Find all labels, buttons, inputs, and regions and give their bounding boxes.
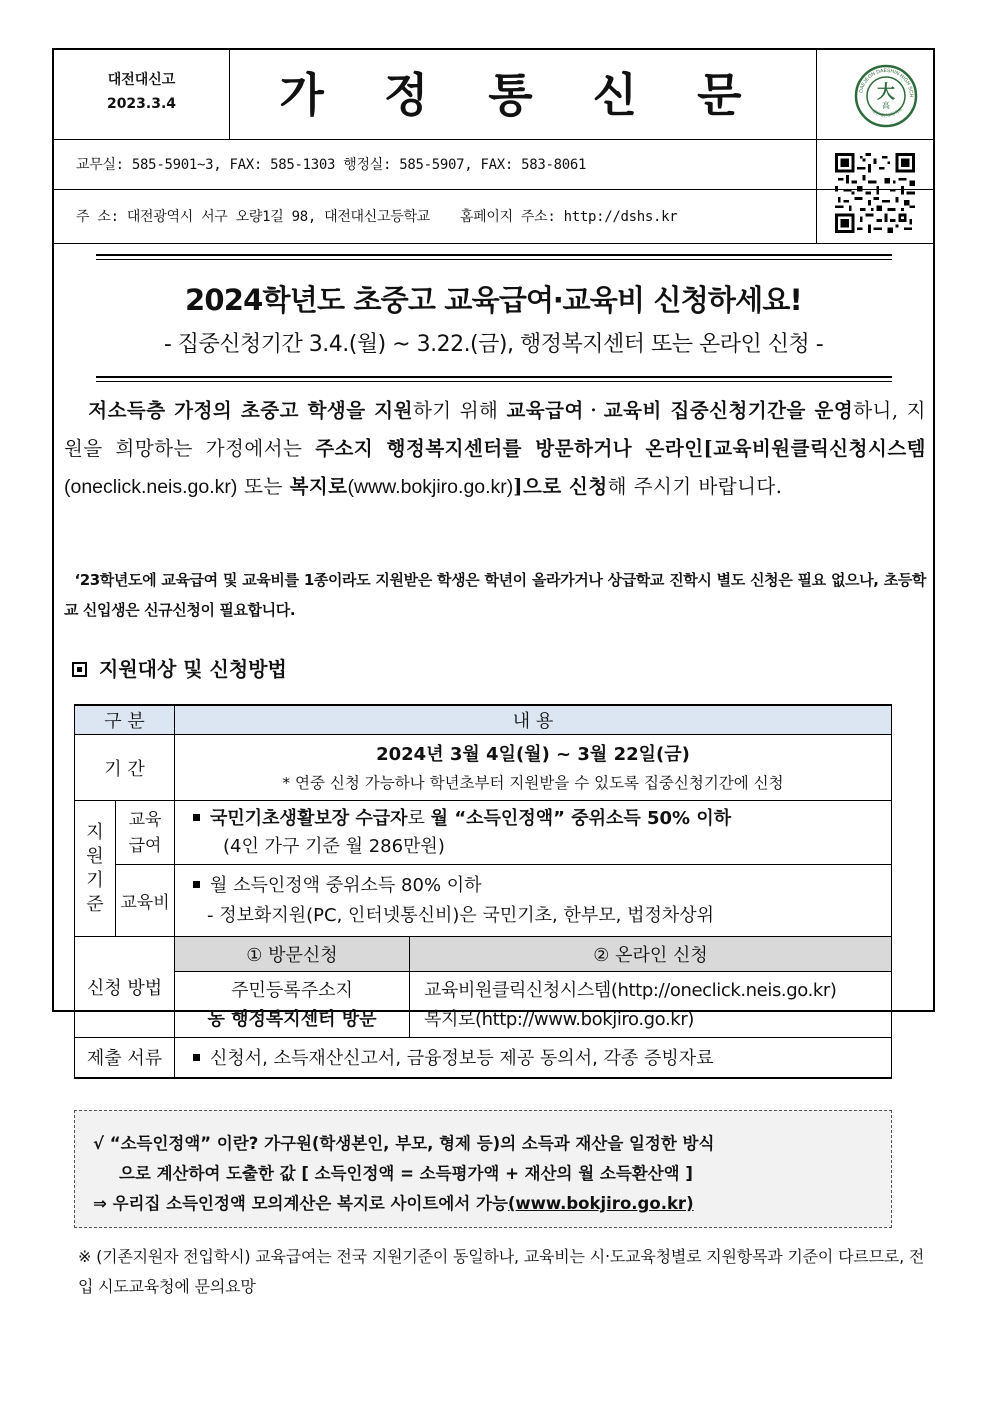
online-header: ② 온라인 신청	[410, 937, 892, 972]
address-row	[54, 190, 933, 244]
col-gubun: 구 분	[75, 705, 175, 735]
school-logo	[854, 64, 918, 128]
period-value: 2024년 3월 4일(월) ~ 3월 22일(금)	[376, 743, 690, 765]
address: 주 소: 대전광역시 서구 오량1길 98, 대전대신고등학교	[76, 209, 430, 225]
section-heading: 지원대상 및 신청방법	[72, 653, 287, 682]
method-label: 신청 방법	[75, 937, 175, 1038]
headline: 2024학년도 초중고 교육급여‧교육비 신청하세요!	[185, 283, 802, 317]
square-bullet-icon	[72, 662, 87, 677]
oneclick-link[interactable]: 교육비원클릭신청시스템(http://oneclick.neis.go.kr)	[424, 979, 837, 1001]
info-line-2: 으로 계산하여 도출한 값 [ 소득인정액 = 소득평가액 + 재산의 월 소득환산액 ]	[119, 1164, 693, 1183]
logo-arc-text: DAEJEON DAESHIN HIGH SCH	[858, 67, 915, 98]
contact-info: 교무실: 585-5901~3, FAX: 585-1303 행정실: 585-5907, FAX: 583-8061	[76, 157, 587, 173]
edu-cost-cell: 월 소득인정액 중위소득 80% 이하 - 정보화지원(PC, 인터넷통신비)은 국민기초, 한부모, 법정차상위	[175, 865, 892, 937]
school-info	[54, 68, 229, 116]
logo-char: 大	[877, 82, 895, 103]
top-divider	[96, 254, 892, 260]
info-line-3: ⇒ 우리집 소득인정액 모의계산은 복지로 사이트에서 가능(www.bokjiro.go.kr)	[93, 1194, 694, 1213]
edu-benefit-label: 교육급여	[116, 801, 175, 865]
issue-date: 2023.3.4	[106, 96, 177, 112]
criteria-label: 지원기준	[75, 801, 116, 937]
footnote: ※ (기존지원자 전입학시) 교육급여는 전국 지원기준이 동일하나, 교육비는 시‧도교육청별로 지원항목과 기준이 다르므로, 전입 시도교육청에 문의요망	[78, 1247, 925, 1296]
qr-code[interactable]	[835, 153, 915, 233]
homepage-link[interactable]: 홈페이지 주소: http://dshs.kr	[459, 209, 678, 225]
period-cell	[175, 735, 892, 801]
docs-label: 제출 서류	[75, 1038, 175, 1078]
online-cell	[410, 972, 892, 1038]
contact-row	[54, 140, 933, 190]
bullet-icon	[193, 881, 200, 888]
headline-subtitle: - 집중신청기간 3.4.(월) ~ 3.22.(금), 행정복지센터 또는 온라인 신청 -	[163, 332, 824, 357]
logo-sub: 高	[882, 101, 890, 110]
bullet-icon	[193, 1054, 200, 1061]
visit-header: ① 방문신청	[175, 937, 410, 972]
support-table	[74, 704, 892, 1079]
school-name: 대전대신고	[107, 72, 176, 88]
info-line-1: √ “소득인정액” 이란? 가구원(학생본인, 부모, 형제 등)의 소득과 재산을 일정한 방식	[93, 1134, 715, 1153]
header-row	[54, 50, 933, 140]
visit-cell: 주민등록주소지 동 행정복지센터 방문	[175, 972, 410, 1038]
period-label: 기 간	[75, 735, 175, 801]
period-note: * 연중 신청 가능하나 학년초부터 지원받을 수 있도록 집중신청기간에 신청	[282, 773, 784, 792]
edu-benefit-cell: 국민기초생활보장 수급자로 월 “소득인정액” 중위소득 50% 이하 (4인 가구 기준 월 286만원)	[175, 801, 892, 865]
logo-bottom-text: 대전대신고등학교	[870, 107, 905, 119]
bokjiro-link[interactable]: 복지로(http://www.bokjiro.go.kr)	[424, 1008, 694, 1030]
edu-cost-label: 교육비	[116, 865, 175, 937]
notice-text: ‘23학년도에 교육급여 및 교육비를 1종이라도 지원받은 학생은 학년이 올라가거나 상급학교 진학시 별도 신청은 필요 없으나, 초등학교 신입생은 신규신청이 필요합니다.	[64, 571, 926, 619]
docs-cell: 신청서, 소득재산신고서, 금융정보등 제공 동의서, 각종 증빙자료	[175, 1038, 892, 1078]
page-title: 가 정 통 신 문	[279, 68, 764, 122]
bullet-icon	[193, 814, 200, 821]
info-box	[74, 1110, 892, 1228]
newsletter-frame	[52, 48, 935, 1296]
intro-paragraph: 저소득층 가정의 초중고 학생을 지원하기 위해 교육급여‧교육비 집중신청기간을 운영하니, 지원을 희망하는 가정에서는 주소지 행정복지센터를 방문하거나 온라인[교육비원클릭신청시스템(oneclick.neis.go.kr) 또는 복지로(www.bokjiro.go.kr)]으로 신청해 주시기 바랍니다.	[64, 399, 926, 498]
bokjiro-url[interactable]: (www.bokjiro.go.kr)	[507, 1194, 694, 1213]
bottom-divider	[96, 376, 892, 382]
col-content: 내 용	[175, 705, 892, 735]
